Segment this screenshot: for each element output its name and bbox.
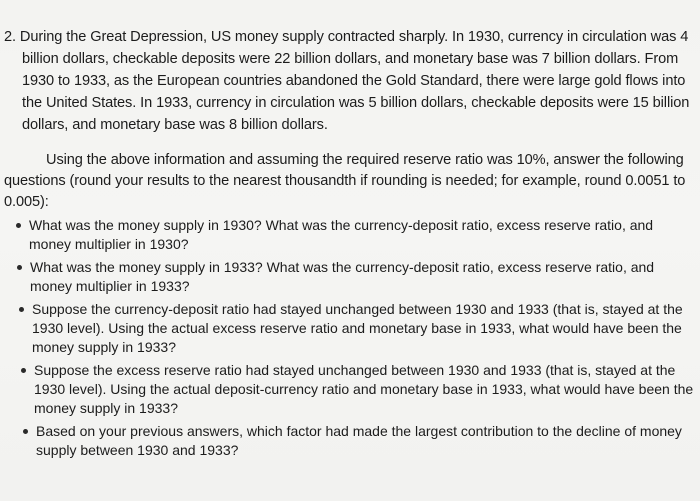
list-item-line: What was the money supply in 1930? What was the currency-deposit ratio, excess reserve ratio, and: [29, 217, 654, 233]
question-line: 2. During the Great Depression, US money supply contracted sharply. In 1930, currency in circulation was 4: [4, 29, 689, 45]
list-item-line: Suppose the currency-deposit ratio had stayed unchanged between 1930 and 1933 (that is, stayed at the: [32, 301, 683, 317]
bullet-icon: [21, 368, 26, 373]
list-item-line: Based on your previous answers, which factor had made the largest contribution to the decline of money: [36, 423, 682, 439]
question-line: 1930 to 1933, as the European countries abandoned the Gold Standard, there were large gold flows into: [22, 73, 686, 89]
list-item: [0, 361, 694, 418]
bullet-icon: [17, 265, 22, 270]
list-item-line: 1930 level). Using the actual excess reserve ratio and monetary base in 1933, what would have been the: [32, 320, 682, 336]
list-item-line: money supply in 1933?: [32, 339, 176, 355]
bullet-icon: [16, 223, 21, 228]
instructions-line: questions (round your results to the nearest thousandth if rounding is needed; for example, round 0.0051 to: [4, 173, 686, 189]
list-item-line: supply between 1930 and 1933?: [36, 442, 239, 458]
question-list: [0, 216, 694, 464]
list-item: [0, 422, 690, 460]
list-item-line: money multiplier in 1933?: [30, 278, 190, 294]
question-line: the United States. In 1933, currency in circulation was 5 billion dollars, checkable deposits were 15 billion: [22, 95, 690, 111]
question-line: dollars, and monetary base was 8 billion dollars.: [22, 117, 328, 133]
list-item: [0, 258, 690, 296]
list-item-line: Suppose the excess reserve ratio had stayed unchanged between 1930 and 1933 (that is, stayed at the: [34, 362, 676, 378]
list-item-line: What was the money supply in 1933? What was the currency-deposit ratio, excess reserve ratio, and: [30, 259, 655, 275]
question-line: billion dollars, checkable deposits were 22 billion dollars, and monetary base was 7 billion dollars. From: [22, 51, 679, 67]
list-item-line: money supply in 1933?: [34, 400, 178, 416]
list-item-line: 1930 level). Using the actual deposit-currency ratio and monetary base in 1933, what would have been the: [34, 381, 694, 397]
question-paragraph: [4, 26, 692, 136]
bullet-icon: [19, 307, 24, 312]
instructions-line: Using the above information and assuming the required reserve ratio was 10%, answer the following: [46, 152, 684, 168]
list-item: [0, 216, 690, 254]
instructions-line: 0.005):: [4, 194, 49, 210]
bullet-icon: [23, 429, 28, 434]
list-item: [0, 300, 690, 357]
instructions-paragraph: [4, 150, 694, 213]
list-item-line: money multiplier in 1930?: [29, 236, 189, 252]
